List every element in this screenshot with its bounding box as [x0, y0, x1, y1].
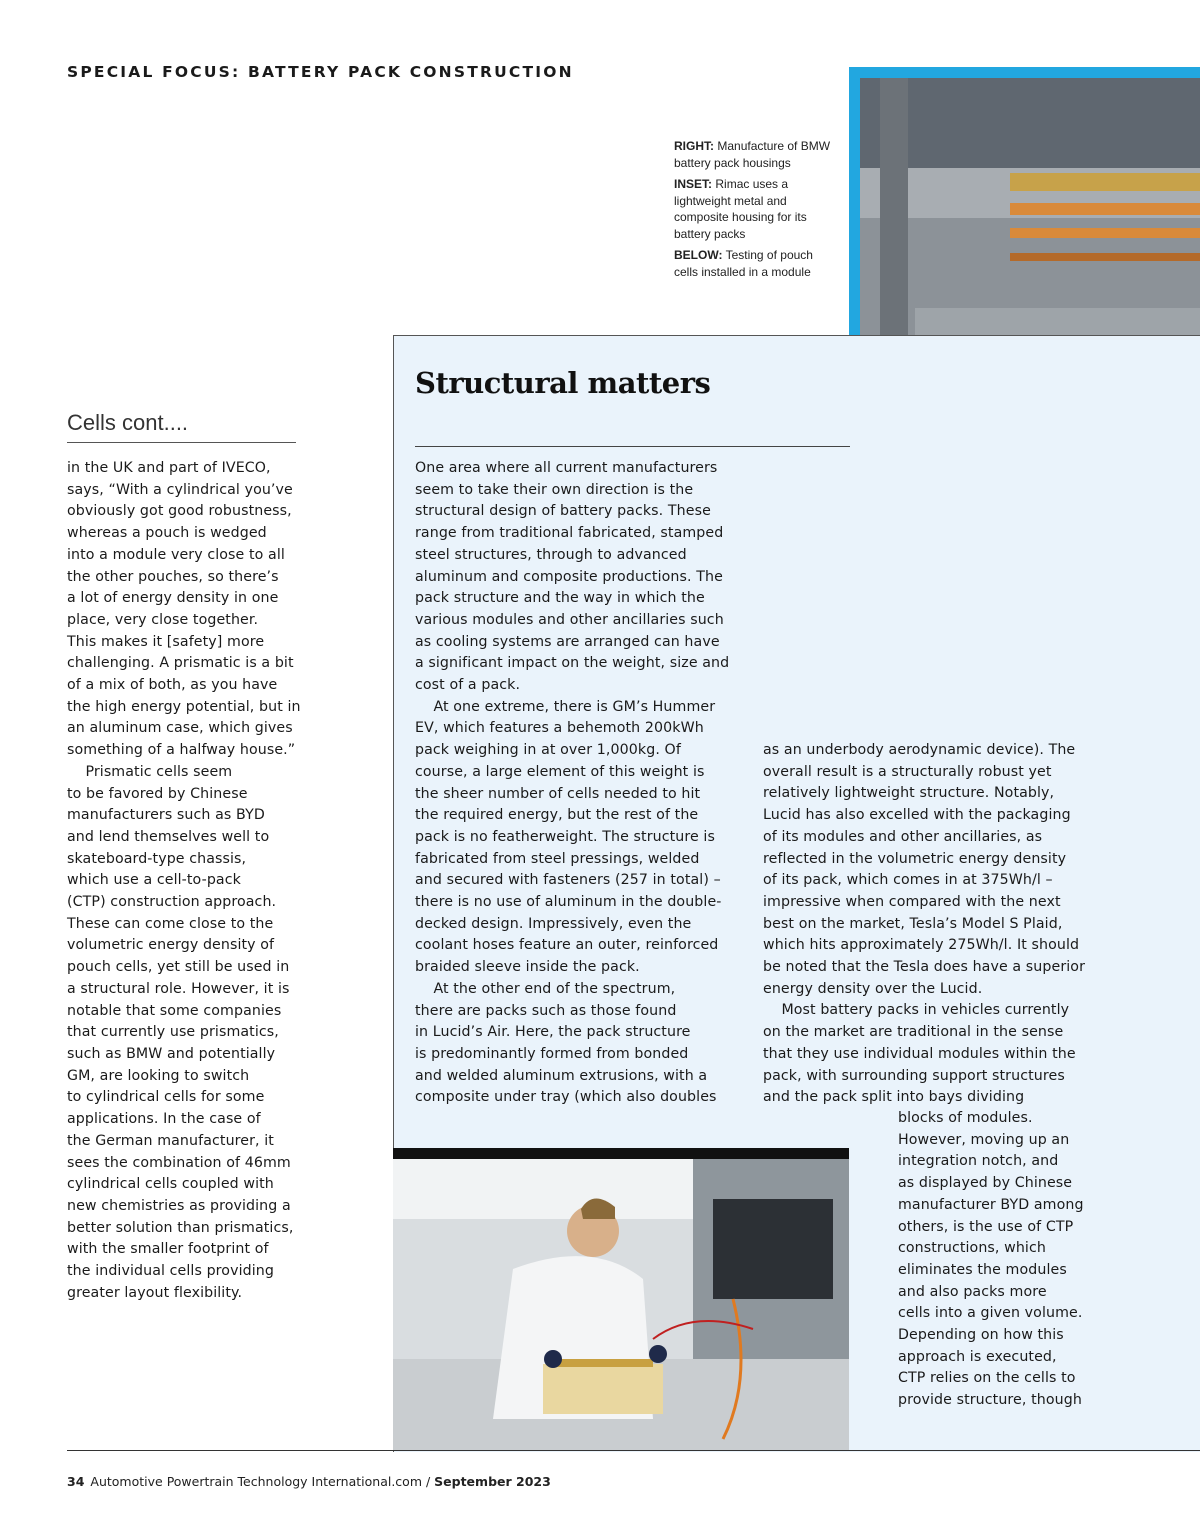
page-number: 34	[67, 1474, 85, 1489]
feature-column-2-continued: blocks of modules. However, moving up an integration notch, and as displayed by Chinese manufacturer BYD among others, is the use of CTP constructions, which eliminates the modules and also packs more cells into a given volume. Depending on how this approach is executed, CTP relies on the cells to provide structure, though	[898, 1110, 1084, 1409]
feature-title: Structural matters	[415, 366, 711, 400]
caption-right: RIGHT: Manufacture of BMW battery pack housings	[674, 139, 831, 170]
publication-name: Automotive Powertrain Technology International.com /	[90, 1474, 435, 1489]
photo-captions	[674, 138, 834, 285]
footer-divider	[67, 1450, 1200, 1451]
lab-image	[393, 1159, 849, 1450]
issue-date: September 2023	[434, 1474, 551, 1489]
feature-column-2: as an underbody aerodynamic device). The overall result is a structurally robust yet relatively lightweight structure. Notably, Lucid has also excelled with the packaging of its modules and other ancillaries, as reflected in the volumetric energy density of its pack, which comes in at 375Wh/l – impressive when compared with the next best on the market, Tesla’s Model S Plaid, which hits approximately 275Wh/l. It should be noted that the Tesla does have a superior energy density over the Lucid. Most battery packs in vehicles currently on the market are traditional in the sense that they use individual modules within the pack, with surrounding support structures and the pack split into bays dividing	[763, 742, 1086, 1106]
feature-column-1: One area where all current manufacturers seem to take their own direction is the structural design of battery packs. These range from traditional fabricated, stamped steel structures, through to advanced aluminum and composite productions. The pack structure and the way in which the various modules and other ancillaries such as cooling systems are arranged can have a significant impact on the weight, size and cost of a pack. At one extreme, there is GM’s Hummer EV, which features a behemoth 200kWh pack weighing in at over 1,000kg. Of course, a large element of this weight is the sheer number of cells needed to hit the required energy, but the rest of the pack is no featherweight. The structure is fabricated from steel pressings, welded and secured with fasteners (257 in total) – there is no use of aluminum in the double- decked design. Impressively, even the coolant hoses feature an outer, reinforced braided sleeve inside the pack. At the other end of the spectrum, there are packs such as those found in Lucid’s Air. Here, the pack structure is predominantly formed from bonded and welded aluminum extrusions, with a composite under tray (which also doubles	[415, 460, 730, 1106]
title-divider	[415, 446, 850, 447]
page-footer	[67, 1474, 551, 1489]
sidebar-title: Cells cont....	[67, 410, 296, 443]
sidebar-text: in the UK and part of IVECO, says, “With a cylindrical you’ve obviously got good robustness, whereas a pouch is wedged into a module very close to all the other pouches, so there’s a lot of energy density in one place, very close together. This makes it [safety] more challenging. A prismatic is a bit of a mix of both, as you have the high energy potential, but in an aluminum case, which gives something of a halfway house.” Prismatic cells seem to be favored by Chinese manufacturers such as BYD and lend themselves well to skateboard-type chassis, which use a cell-to-pack (CTP) construction approach. These can come close to the volumetric energy density of pouch cells, yet still be used in a structural role. However, it is notable that some companies that currently use prismatics, such as BMW and potentially GM, are looking to switch to cylindrical cells for some applications. In the case of the German manufacturer, it sees the combination of 46mm cylindrical cells coupled with new chemistries as providing a better solution than prismatics, with the smaller footprint of the individual cells providing greater layout flexibility.	[67, 460, 301, 1301]
caption-inset: INSET: Rimac uses a lightweight metal and composite housing for its battery packs	[674, 177, 807, 241]
caption-below: BELOW: Testing of pouch cells installed in a module	[674, 248, 813, 279]
section-header: SPECIAL FOCUS: BATTERY PACK CONSTRUCTION	[67, 63, 574, 81]
photo-pouch-cell-testing	[393, 1148, 849, 1450]
